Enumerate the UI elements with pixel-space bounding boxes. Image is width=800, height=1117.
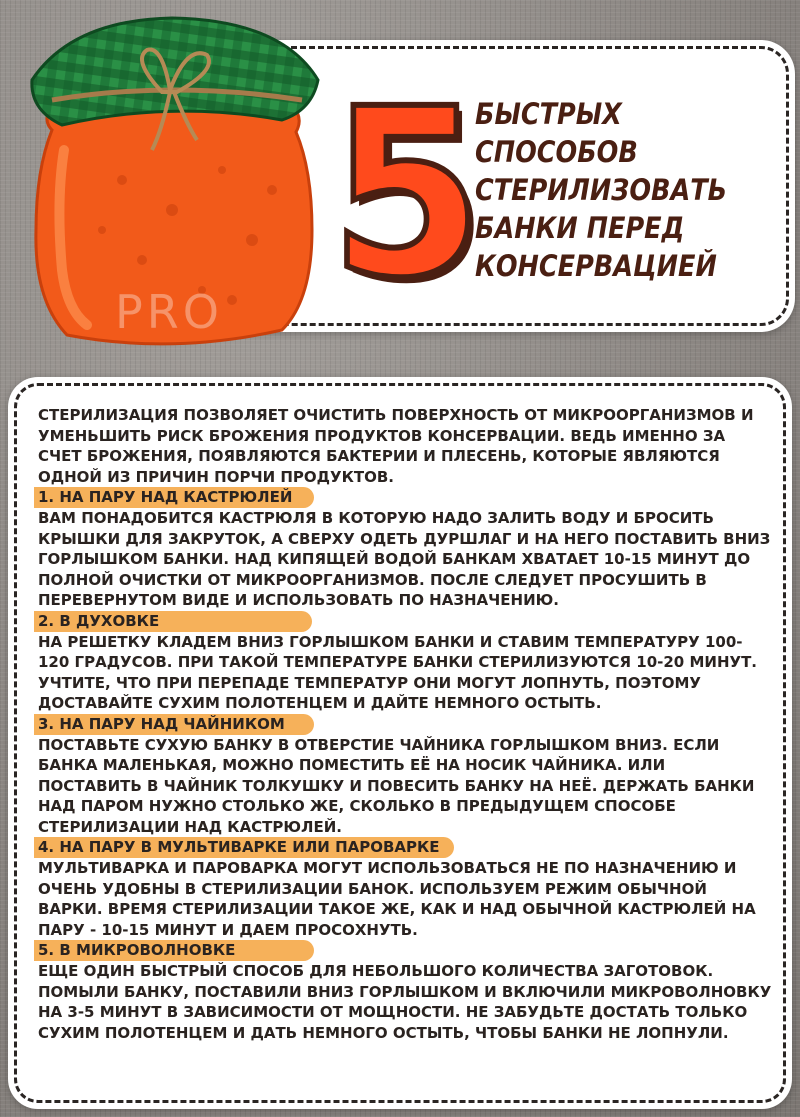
method-heading: 5. В МИКРОВОЛНОВКЕ	[34, 940, 314, 961]
method-text: НА РЕШЕТКУ КЛАДЕМ ВНИЗ ГОРЛЫШКОМ БАНКИ И СТАВИМ ТЕМПЕРАТУРУ 100-120 ГРАДУСОВ. ПРИ ТАКОЙ ТЕМПЕРАТУРЕ БАНКИ СТЕРИЛИЗУЮТСЯ 10-20 МИНУТ. УЧТИТЕ, ЧТО ПРИ ПЕРЕПАДЕ ТЕМПЕРАТУР ОНИ МОГУТ ЛОПНУТЬ, ПОЭТОМУ ДОСТАВАЙТЕ СУХИМ ПОЛОТЕНЦЕМ И ДАЙТЕ НЕМНОГО ОСТЫТЬ.	[38, 632, 757, 712]
method-heading: 1. НА ПАРУ НАД КАСТРЮЛЕЙ	[34, 487, 314, 508]
intro-paragraph: СТЕРИЛИЗАЦИЯ ПОЗВОЛЯЕТ ОЧИСТИТЬ ПОВЕРХНОСТЬ ОТ МИКРООРГАНИЗМОВ И УМЕНЬШИТЬ РИСК БРОЖЕНИЯ ПРОДУКТОВ КОНСЕРВАЦИИ. ВЕДЬ ИМЕННО ЗА СЧЕТ БРОЖЕНИЯ, ПОЯВЛЯЮТСЯ БАКТЕРИИ И ПЛЕСЕНЬ, КОТОРЫЕ ЯВЛЯЮТСЯ ОДНОЙ ИЗ ПРИЧИН ПОРЧИ ПРОДУКТОВ.	[38, 406, 754, 486]
method-text: ПОСТАВЬТЕ СУХУЮ БАНКУ В ОТВЕРСТИЕ ЧАЙНИКА ГОРЛЫШКОМ ВНИЗ. ЕСЛИ БАНКА МАЛЕНЬКАЯ, МОЖНО ПОМЕСТИТЬ ЕЁ НА НОСИК ЧАЙНИКА. ИЛИ ПОСТАВИТЬ В ЧАЙНИК ТОЛКУШКУ И ПОВЕСИТЬ БАНКУ НА НЕЁ. ДЕРЖАТЬ БАНКИ НАД ПАРОМ НУЖНО СТОЛЬКО ЖЕ, СКОЛЬКО В ПРЕДЫДУЩЕМ СПОСОБЕ СТЕРИЛИЗАЦИИ НАД КАСТРЮЛЕЙ.	[38, 735, 755, 836]
article-body	[38, 405, 773, 1043]
method-heading: 4. НА ПАРУ В МУЛЬТИВАРКЕ ИЛИ ПАРОВАРКЕ	[34, 837, 454, 858]
method-text: ВАМ ПОНАДОБИТСЯ КАСТРЮЛЯ В КОТОРУЮ НАДО ЗАЛИТЬ ВОДУ И БРОСИТЬ КРЫШКИ ДЛЯ ЗАКРУТОК, А СВЕРХУ ОДЕТЬ ДУРШЛАГ И НА НЕГО ПОСТАВИТЬ ВНИЗ ГОРЛЫШКОМ БАНКИ. НАД КИПЯЩЕЙ ВОДОЙ БАНКАМ ХВАТАЕТ 10-15 МИНУТ ДО ПОЛНОЙ ОЧИСТКИ ОТ МИКРООРГАНИЗМОВ. ПОСЛЕ СЛЕДУЕТ ПРОСУШИТЬ В ПЕРЕВЕРНУТОМ ВИДЕ И ИСПОЛЬЗОВАТЬ ПО НАЗНАЧЕНИЮ.	[38, 509, 771, 609]
title-line: СТЕРИЛИЗОВАТЬ	[475, 173, 728, 207]
method-text: МУЛЬТИВАРКА И ПАРОВАРКА МОГУТ ИСПОЛЬЗОВАТЬСЯ НЕ ПО НАЗНАЧЕНИЮ И ОЧЕНЬ УДОБНЫ В СТЕРИЛИЗАЦИИ БАНОК. ИСПОЛЬЗУЕМ РЕЖИМ ОБЫЧНОЙ ВАРКИ. ВРЕМЯ СТЕРИЛИЗАЦИИ ТАКОЕ ЖЕ, КАК И НАД ОБЫЧНОЙ КАСТРЮЛЕЙ НА ПАРУ - 10-15 МИНУТ И ДАЕМ ПРОСОХНУТЬ.	[38, 859, 756, 939]
title-line: БЫСТРЫХ	[475, 97, 622, 131]
watermark: PRO	[115, 285, 223, 339]
number-five: 5	[330, 59, 484, 329]
page-title	[475, 95, 790, 285]
title-line: БАНКИ ПЕРЕД	[475, 211, 685, 245]
method-heading: 2. В ДУХОВКЕ	[34, 611, 312, 632]
method-heading: 3. НА ПАРУ НАД ЧАЙНИКОМ	[34, 714, 314, 735]
method-text: ЕЩЕ ОДИН БЫСТРЫЙ СПОСОБ ДЛЯ НЕБОЛЬШОГО КОЛИЧЕСТВА ЗАГОТОВОК. ПОМЫЛИ БАНКУ, ПОСТАВИЛИ ВНИЗ ГОРЛЫШКОМ И ВКЛЮЧИЛИ МИКРОВОЛНОВКУ НА 3-5 МИНУТ В ЗАВИСИМОСТИ ОТ МОЩНОСТИ. НЕ ЗАБУДЬТЕ ДОСТАТЬ ТОЛЬКО СУХИМ ПОЛОТЕНЦЕМ И ДАТЬ НЕМНОГО ОСТЫТЬ, ЧТОБЫ БАНКИ НЕ ЛОПНУЛИ.	[38, 962, 772, 1042]
title-line: КОНСЕРВАЦИЕЙ	[475, 249, 717, 283]
title-line: СПОСОБОВ	[475, 135, 638, 169]
